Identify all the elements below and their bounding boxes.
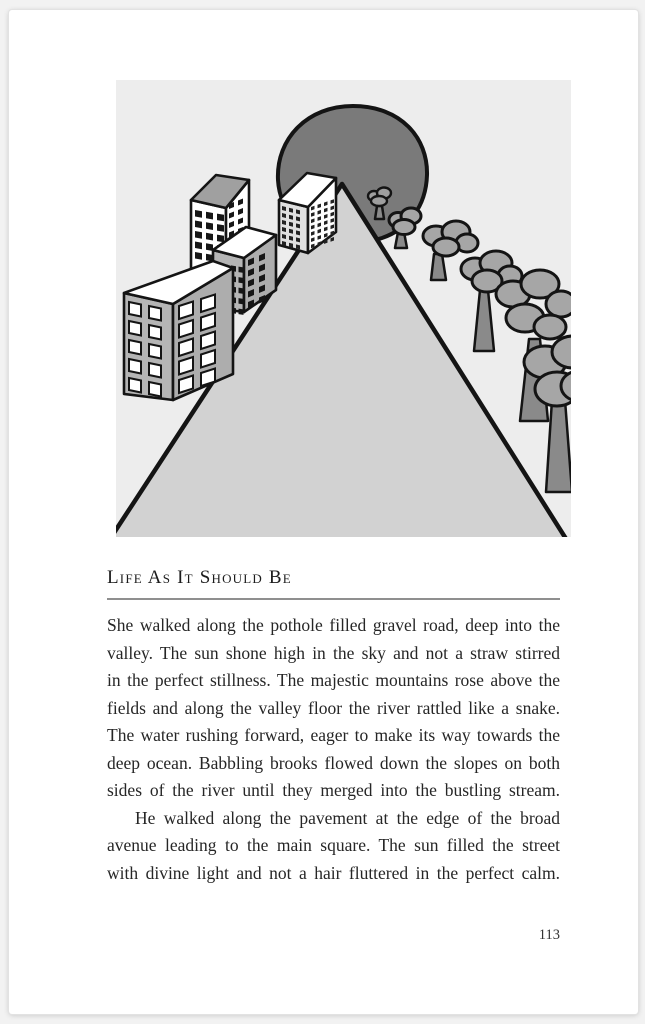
text-line: She walked along the pothole filled gravel road, deep into the — [107, 615, 560, 635]
text-line: fields and along the valley floor the river rattled like a snake. — [107, 697, 560, 718]
text-line: deep ocean. Babbling brooks flowed down the slopes on both — [107, 752, 560, 773]
book-page — [9, 10, 638, 1014]
paragraph — [107, 805, 560, 888]
text-line: with divine light and not a hair fluttered in the perfect calm. — [107, 862, 560, 883]
illustration — [116, 80, 571, 537]
section-heading: Life As It Should Be — [107, 567, 292, 588]
text-line: The water rushing forward, eager to make its way towards the — [107, 725, 560, 745]
text-line: valley. The sun shone high in the sky and not a straw stirred — [107, 642, 560, 663]
text-line: in the perfect stillness. The majestic mountains rose above the — [107, 670, 560, 690]
page-number: 113 — [538, 927, 560, 943]
text-line: He walked along the pavement at the edge of the broad — [135, 807, 560, 828]
paragraph — [107, 612, 560, 805]
text-line: avenue leading to the main square. The sun filled the street — [107, 835, 560, 855]
city-road-illustration — [116, 80, 571, 537]
text-line: sides of the river until they merged into the bustling stream. — [107, 780, 560, 800]
page-content — [107, 80, 560, 944]
section-rule — [107, 598, 560, 600]
body-text — [107, 612, 560, 887]
